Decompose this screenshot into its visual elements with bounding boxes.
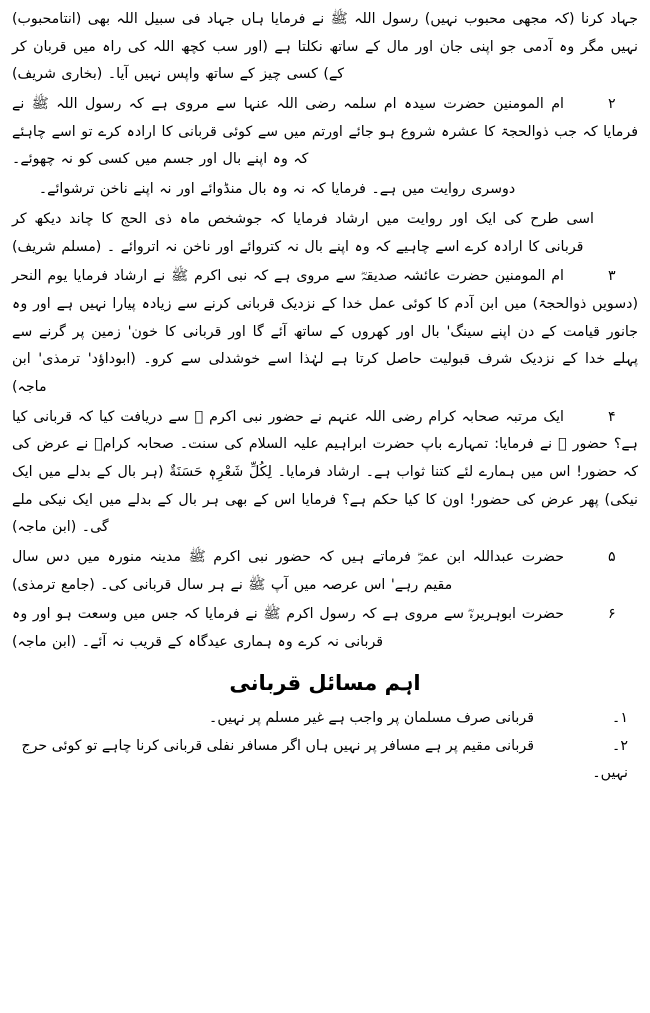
paragraph-number: ۲	[608, 96, 616, 113]
paragraph-2	[12, 91, 638, 174]
paragraph-text	[12, 544, 638, 599]
paragraph-text	[12, 176, 638, 204]
paragraph-body: اسی طرح کی ایک اور روایت میں ارشاد فرمایا کہ جوشخص ماہ ذی الحج کا چاند دیکھ کر قربانی کا ارادہ کرے اسے چاہیے کہ وہ اپنے بال نہ کتروائے اور ناخن نہ اتروائے ۔ (مسلم شریف)	[12, 210, 594, 255]
paragraph-number: ۳	[608, 268, 616, 285]
paragraph-body: ایک مرتبہ صحابہ کرام رضی اللہ عنہم نے حضور نبی اکرم ﷺ سے دریافت کیا کہ قربانی کیا ہے؟ حضور ﷺ نے فرمایا: تمہارے باپ حضرت ابراہیم علیہ السلام کی سنت۔ صحابہ کرامؓ نے عرض کی کہ حضور! اس میں ہمارے لئے کتنا ثواب ہے۔ ارشاد فرمایا۔ لِكُلِّ شَعْرِهٖ حَسَنَةٌ (ہر بال کے بدلے میں ایک نیکی) پھر عرض کی حضور! اون کا کیا حکم ہے؟ فرمایا اس کے بھی ہر بال کے بدلے میں ایک نیکی ملے گی۔ (ابن ماجہ)	[12, 408, 638, 536]
paragraph-body: ام المومنین حضرت سیدہ ام سلمہ رضی اللہ عنہا سے مروی ہے کہ رسول اللہ ﷺ نے فرمایا کہ جب ذوالحجۃ کا عشرہ شروع ہو جائے اورتم میں سے کوئی قربانی کا ارادہ کرے تو اسے چاہئے کہ وہ اپنے بال اور جسم میں کسی کو نہ چھوئے۔	[12, 96, 638, 168]
paragraph-5	[12, 544, 638, 599]
paragraph-number: ۵	[608, 549, 616, 566]
paragraph-intro	[12, 6, 638, 89]
paragraph-3	[12, 263, 638, 401]
paragraph-6	[12, 601, 638, 656]
section-heading: اہم مسائل قربانی	[229, 670, 421, 695]
list-item-label: قربانی مقیم پر ہے مسافر پر نہیں ہاں اگر مسافر نفلی قربانی کرنا چاہے تو کوئی حرج نہیں۔	[21, 737, 628, 782]
paragraph-number: ۴	[608, 408, 616, 425]
list-item-label: قربانی صرف مسلمان پر واجب ہے غیر مسلم پر نہیں۔	[209, 709, 534, 726]
paragraph-text	[12, 404, 638, 542]
paragraph-body: حضرت عبداللہ ابن عمرؓ فرماتے ہیں کہ حضور نبی اکرم ﷺ مدینہ منورہ میں دس سال مقیم رہے' اس عرصہ میں آپ ﷺ نے ہر سال قربانی کی۔ (جامع ترمذی)	[12, 549, 564, 593]
paragraph-number: ۶	[608, 606, 616, 623]
paragraph-2b	[12, 176, 638, 204]
list-item-number: ۲۔	[612, 737, 628, 754]
list-item	[12, 733, 638, 788]
paragraph-body: ام المومنین حضرت عائشہ صدیقہؓ سے مروی ہے کہ نبی اکرم ﷺ نے ارشاد فرمایا یوم النحر (دسویں ذوالحجۃ) میں ابن آدم کا کوئی عمل خدا کے نزدیک قربانی کرنے سے زیادہ پیارا نہیں ہے اور وہ جانور قیامت کے دن اپنے سینگ' بال اور کھروں کے ساتھ آئے گا اور قربانی کا خون' زمین پر گرنے سے پہلے خدا کے نزدیک شرف قبولیت حاصل کرتا ہے لہٰذا اسے خوشدلی سے کرو۔ (ابوداؤد' ترمذی' ابن ماجہ)	[12, 268, 638, 395]
list-item-number: ۱۔	[612, 709, 628, 726]
paragraph-text: جہاد کرنا (کہ مجھی محبوب نہیں) رسول اللہ ﷺ نے فرمایا ہاں جہاد فی سبیل اللہ بھی (انتامحبوب) نہیں مگر وہ آدمی جو اپنی جان اور مال کے ساتھ نکلتا ہے (اور سب کچھ اللہ کی راہ میں قربان کر کے) کسی چیز کے ساتھ واپس نہیں آیا۔ (بخاری شریف)	[12, 11, 638, 83]
paragraph-4	[12, 404, 638, 542]
paragraph-body: حضرت ابوہریرہؓ سے مروی ہے کہ رسول اکرم ﷺ نے فرمایا کہ جس میں وسعت ہو اور وہ قربانی نہ کرے وہ ہماری عیدگاہ کے قریب نہ آئے۔ (ابن ماجہ)	[12, 606, 564, 651]
list-item	[12, 705, 638, 733]
paragraph-body: دوسری روایت میں ہے۔ فرمایا کہ نہ وہ بال منڈوائے اور نہ اپنے ناخن ترشوائے۔	[38, 181, 516, 198]
paragraph-2c	[12, 206, 638, 261]
paragraph-text	[12, 91, 638, 174]
paragraph-text	[12, 263, 638, 401]
paragraph-text	[12, 206, 638, 261]
paragraph-text	[12, 601, 638, 656]
